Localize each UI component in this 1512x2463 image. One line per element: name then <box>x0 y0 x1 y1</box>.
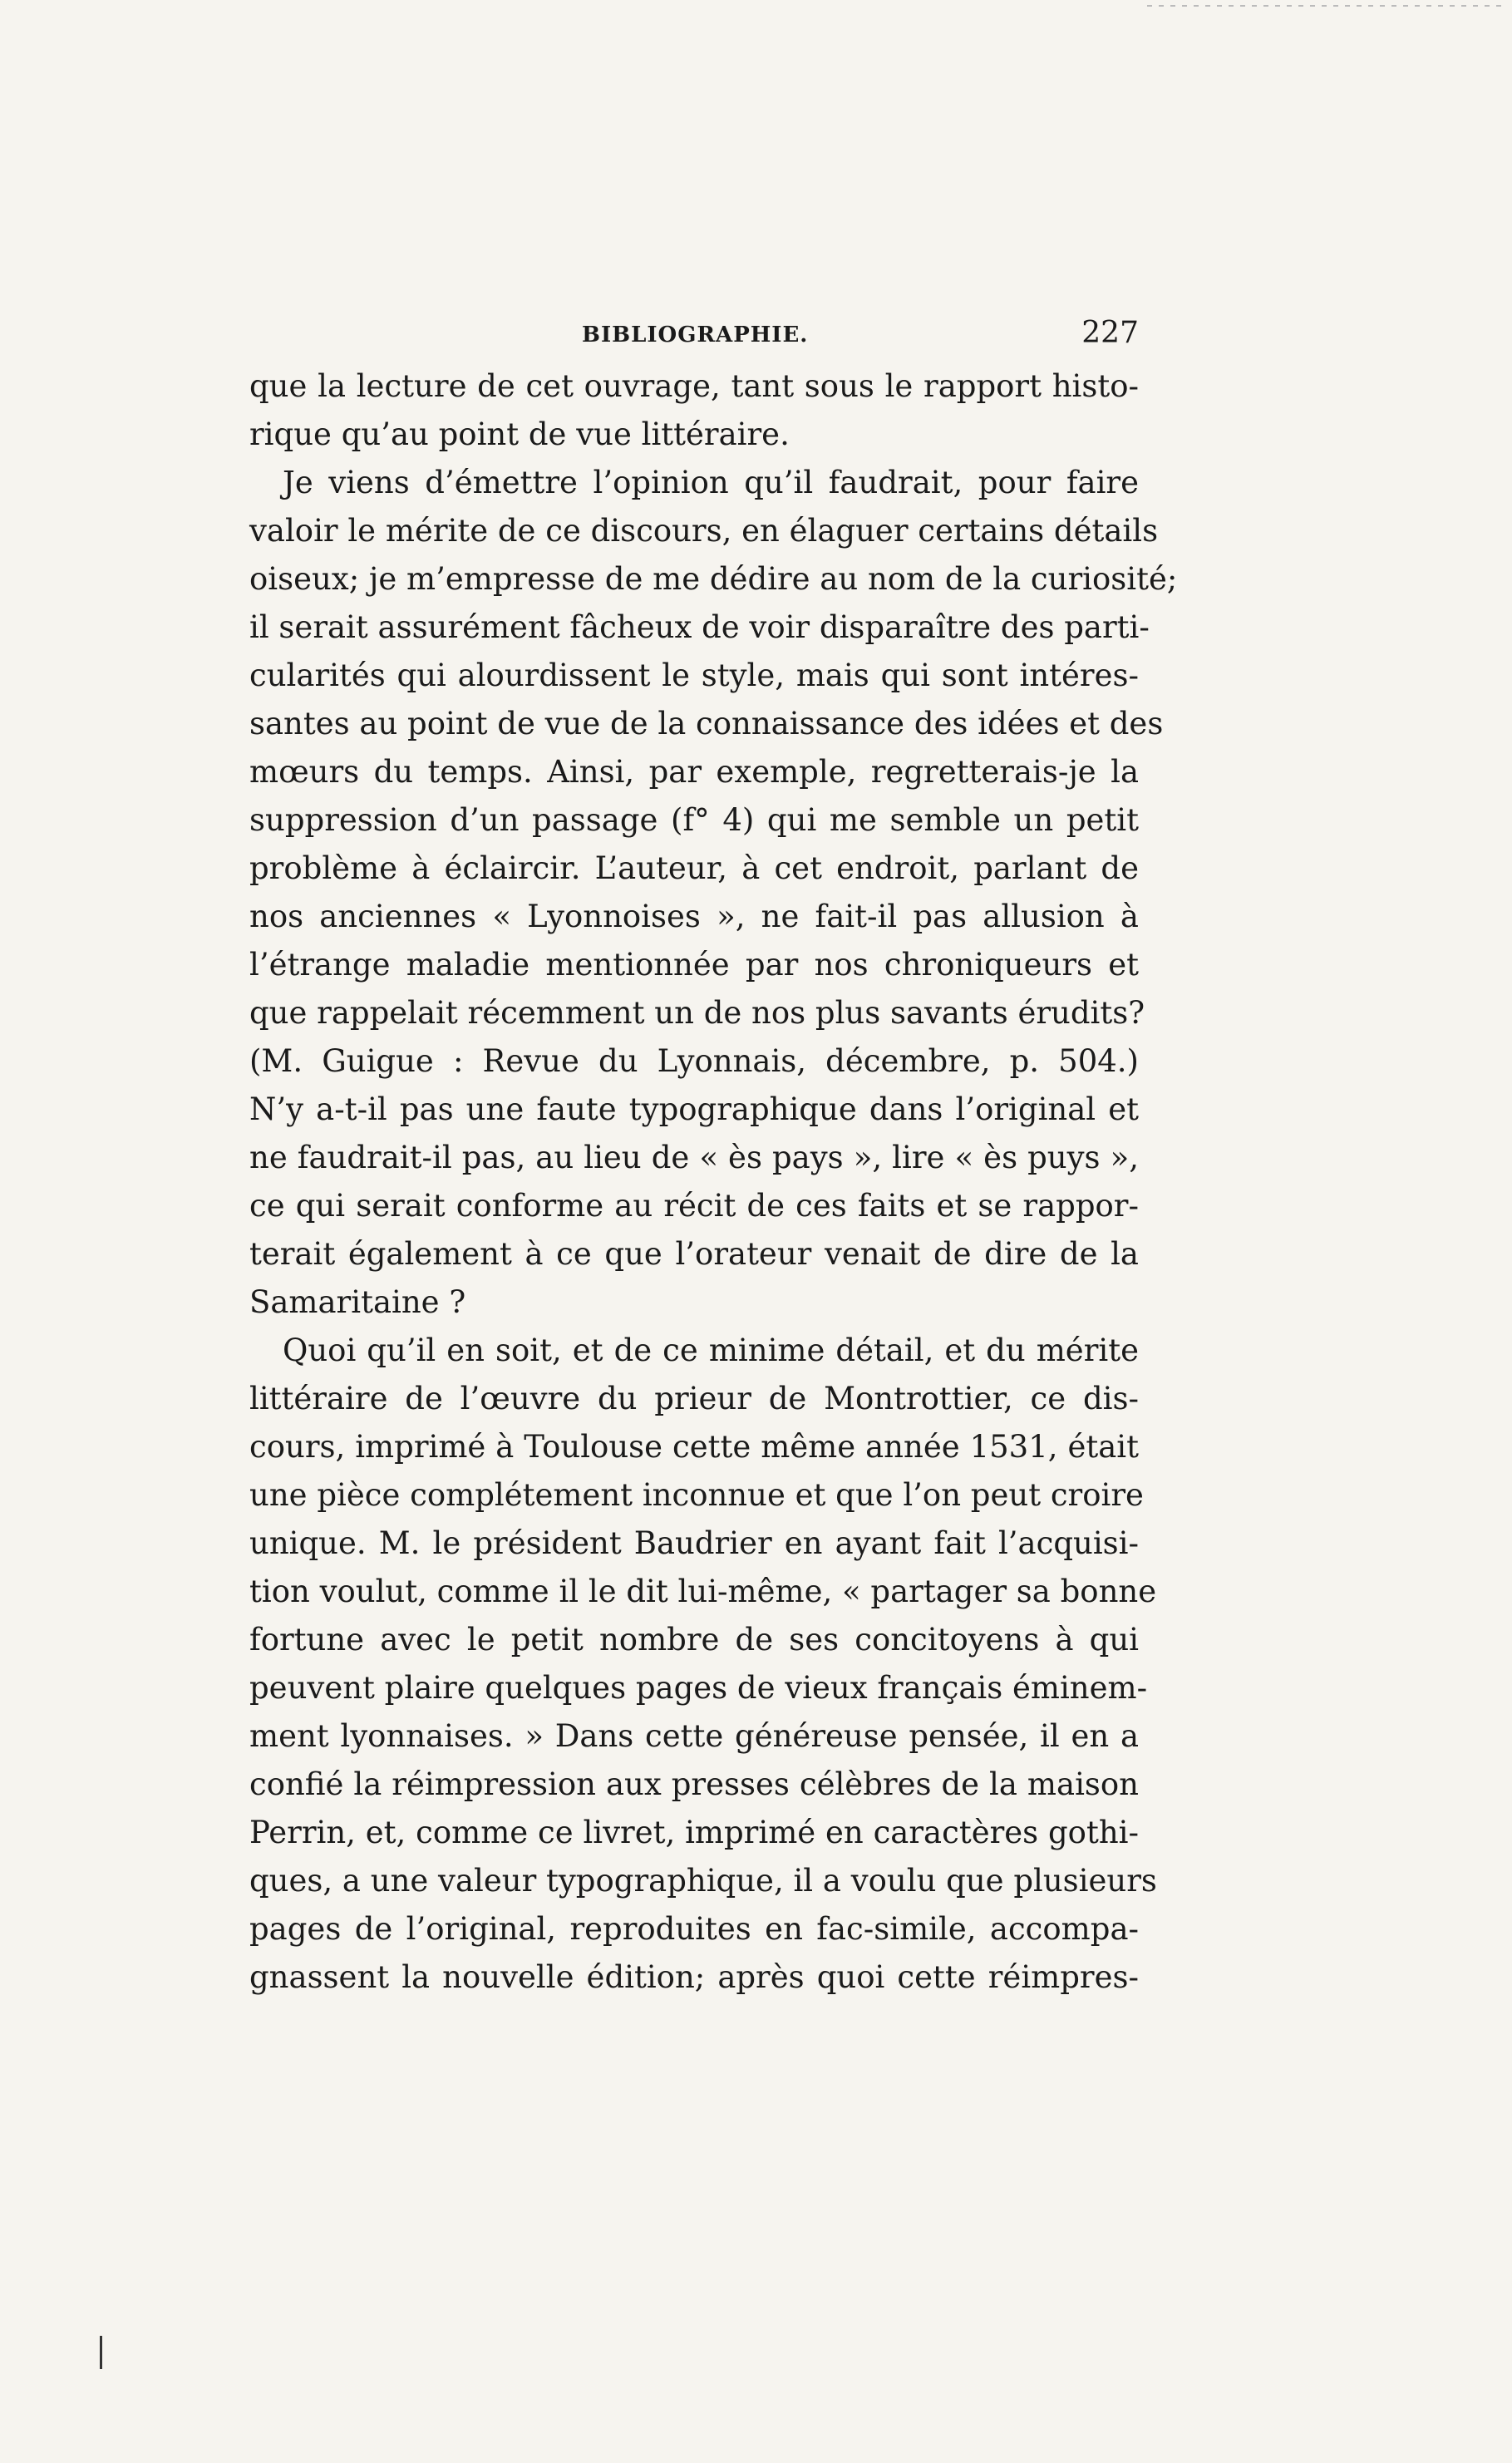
text-line: Perrin, et, comme ce livret, imprimé en caractères gothi- <box>249 1815 1139 1850</box>
text-line: cularités qui alourdissent le style, mais qui sont intéres- <box>249 658 1139 693</box>
text-line: Quoi qu’il en soit, et de ce minime détail, et du mérite <box>283 1332 1139 1368</box>
text-line: Samaritaine ? <box>249 1284 466 1320</box>
text-line: il serait assurément fâcheux de voir disparaître des parti- <box>249 609 1150 645</box>
text-line: ce qui serait conforme au récit de ces faits et se rappor- <box>249 1188 1139 1224</box>
text-line: unique. M. le président Baudrier en ayant fait l’acquisi- <box>249 1525 1139 1561</box>
text-line: N’y a-t-il pas une faute typographique dans l’original et <box>249 1091 1139 1127</box>
text-line: littéraire de l’œuvre du prieur de Montrottier, ce dis- <box>249 1381 1139 1416</box>
text-line: (M. Guigue : Revue du Lyonnais, décembre, p. 504.) <box>249 1043 1139 1079</box>
text-line: confié la réimpression aux presses célèbres de la maison <box>249 1766 1139 1802</box>
text-line: oiseux; je m’empresse de me dédire au nom de la curiosité; <box>249 561 1178 597</box>
page <box>249 316 1178 2002</box>
text-line: peuvent plaire quelques pages de vieux français éminem- <box>249 1670 1148 1706</box>
running-title: BIBLIOGRAPHIE. <box>582 323 809 347</box>
text-line: l’étrange maladie mentionnée par nos chroniqueurs et <box>249 947 1139 983</box>
text-line: rique qu’au point de vue littéraire. <box>249 416 790 452</box>
text-line: santes au point de vue de la connaissance des idées et des <box>249 706 1164 741</box>
text-line: tion voulut, comme il le dit lui-même, « partager sa bonne <box>249 1574 1157 1609</box>
text-line: suppression d’un passage (f° 4) qui me semble un petit <box>249 802 1139 838</box>
margin-mark <box>100 2336 102 2369</box>
text-line: terait également à ce que l’orateur venait de dire de la <box>249 1236 1139 1272</box>
text-line: ne faudrait-il pas, au lieu de « ès pays », lire « ès puys », <box>249 1140 1139 1175</box>
text-line: fortune avec le petit nombre de ses concitoyens à qui <box>249 1622 1139 1658</box>
text-line: une pièce complétement inconnue et que l’on peut croire <box>249 1477 1144 1513</box>
text-line: ques, a une valeur typographique, il a voulu que plusieurs <box>249 1863 1157 1899</box>
text-line: valoir le mérite de ce discours, en élaguer certains détails <box>249 513 1159 549</box>
text-line: Je viens d’émettre l’opinion qu’il faudrait, pour faire <box>283 465 1139 500</box>
page-number: 227 <box>1081 316 1139 350</box>
text-line: cours, imprimé à Toulouse cette même année 1531, était <box>249 1429 1139 1465</box>
running-head <box>249 316 1139 357</box>
text-line: ment lyonnaises. » Dans cette généreuse pensée, il en a <box>249 1718 1139 1754</box>
text-line: que la lecture de cet ouvrage, tant sous le rapport histo- <box>249 368 1139 404</box>
text-line: nos anciennes « Lyonnoises », ne fait-il pas allusion à <box>249 899 1139 934</box>
scan-edge-mark <box>1147 5 1505 7</box>
text-line: que rappelait récemment un de nos plus savants érudits? <box>249 995 1145 1031</box>
body-text <box>249 362 1178 2002</box>
text-line: mœurs du temps. Ainsi, par exemple, regretterais-je la <box>249 754 1139 790</box>
text-line: gnassent la nouvelle édition; après quoi cette réimpres- <box>249 1959 1139 1995</box>
text-line: pages de l’original, reproduites en fac-simile, accompa- <box>249 1911 1139 1947</box>
text-line: problème à éclaircir. L’auteur, à cet endroit, parlant de <box>249 850 1139 886</box>
